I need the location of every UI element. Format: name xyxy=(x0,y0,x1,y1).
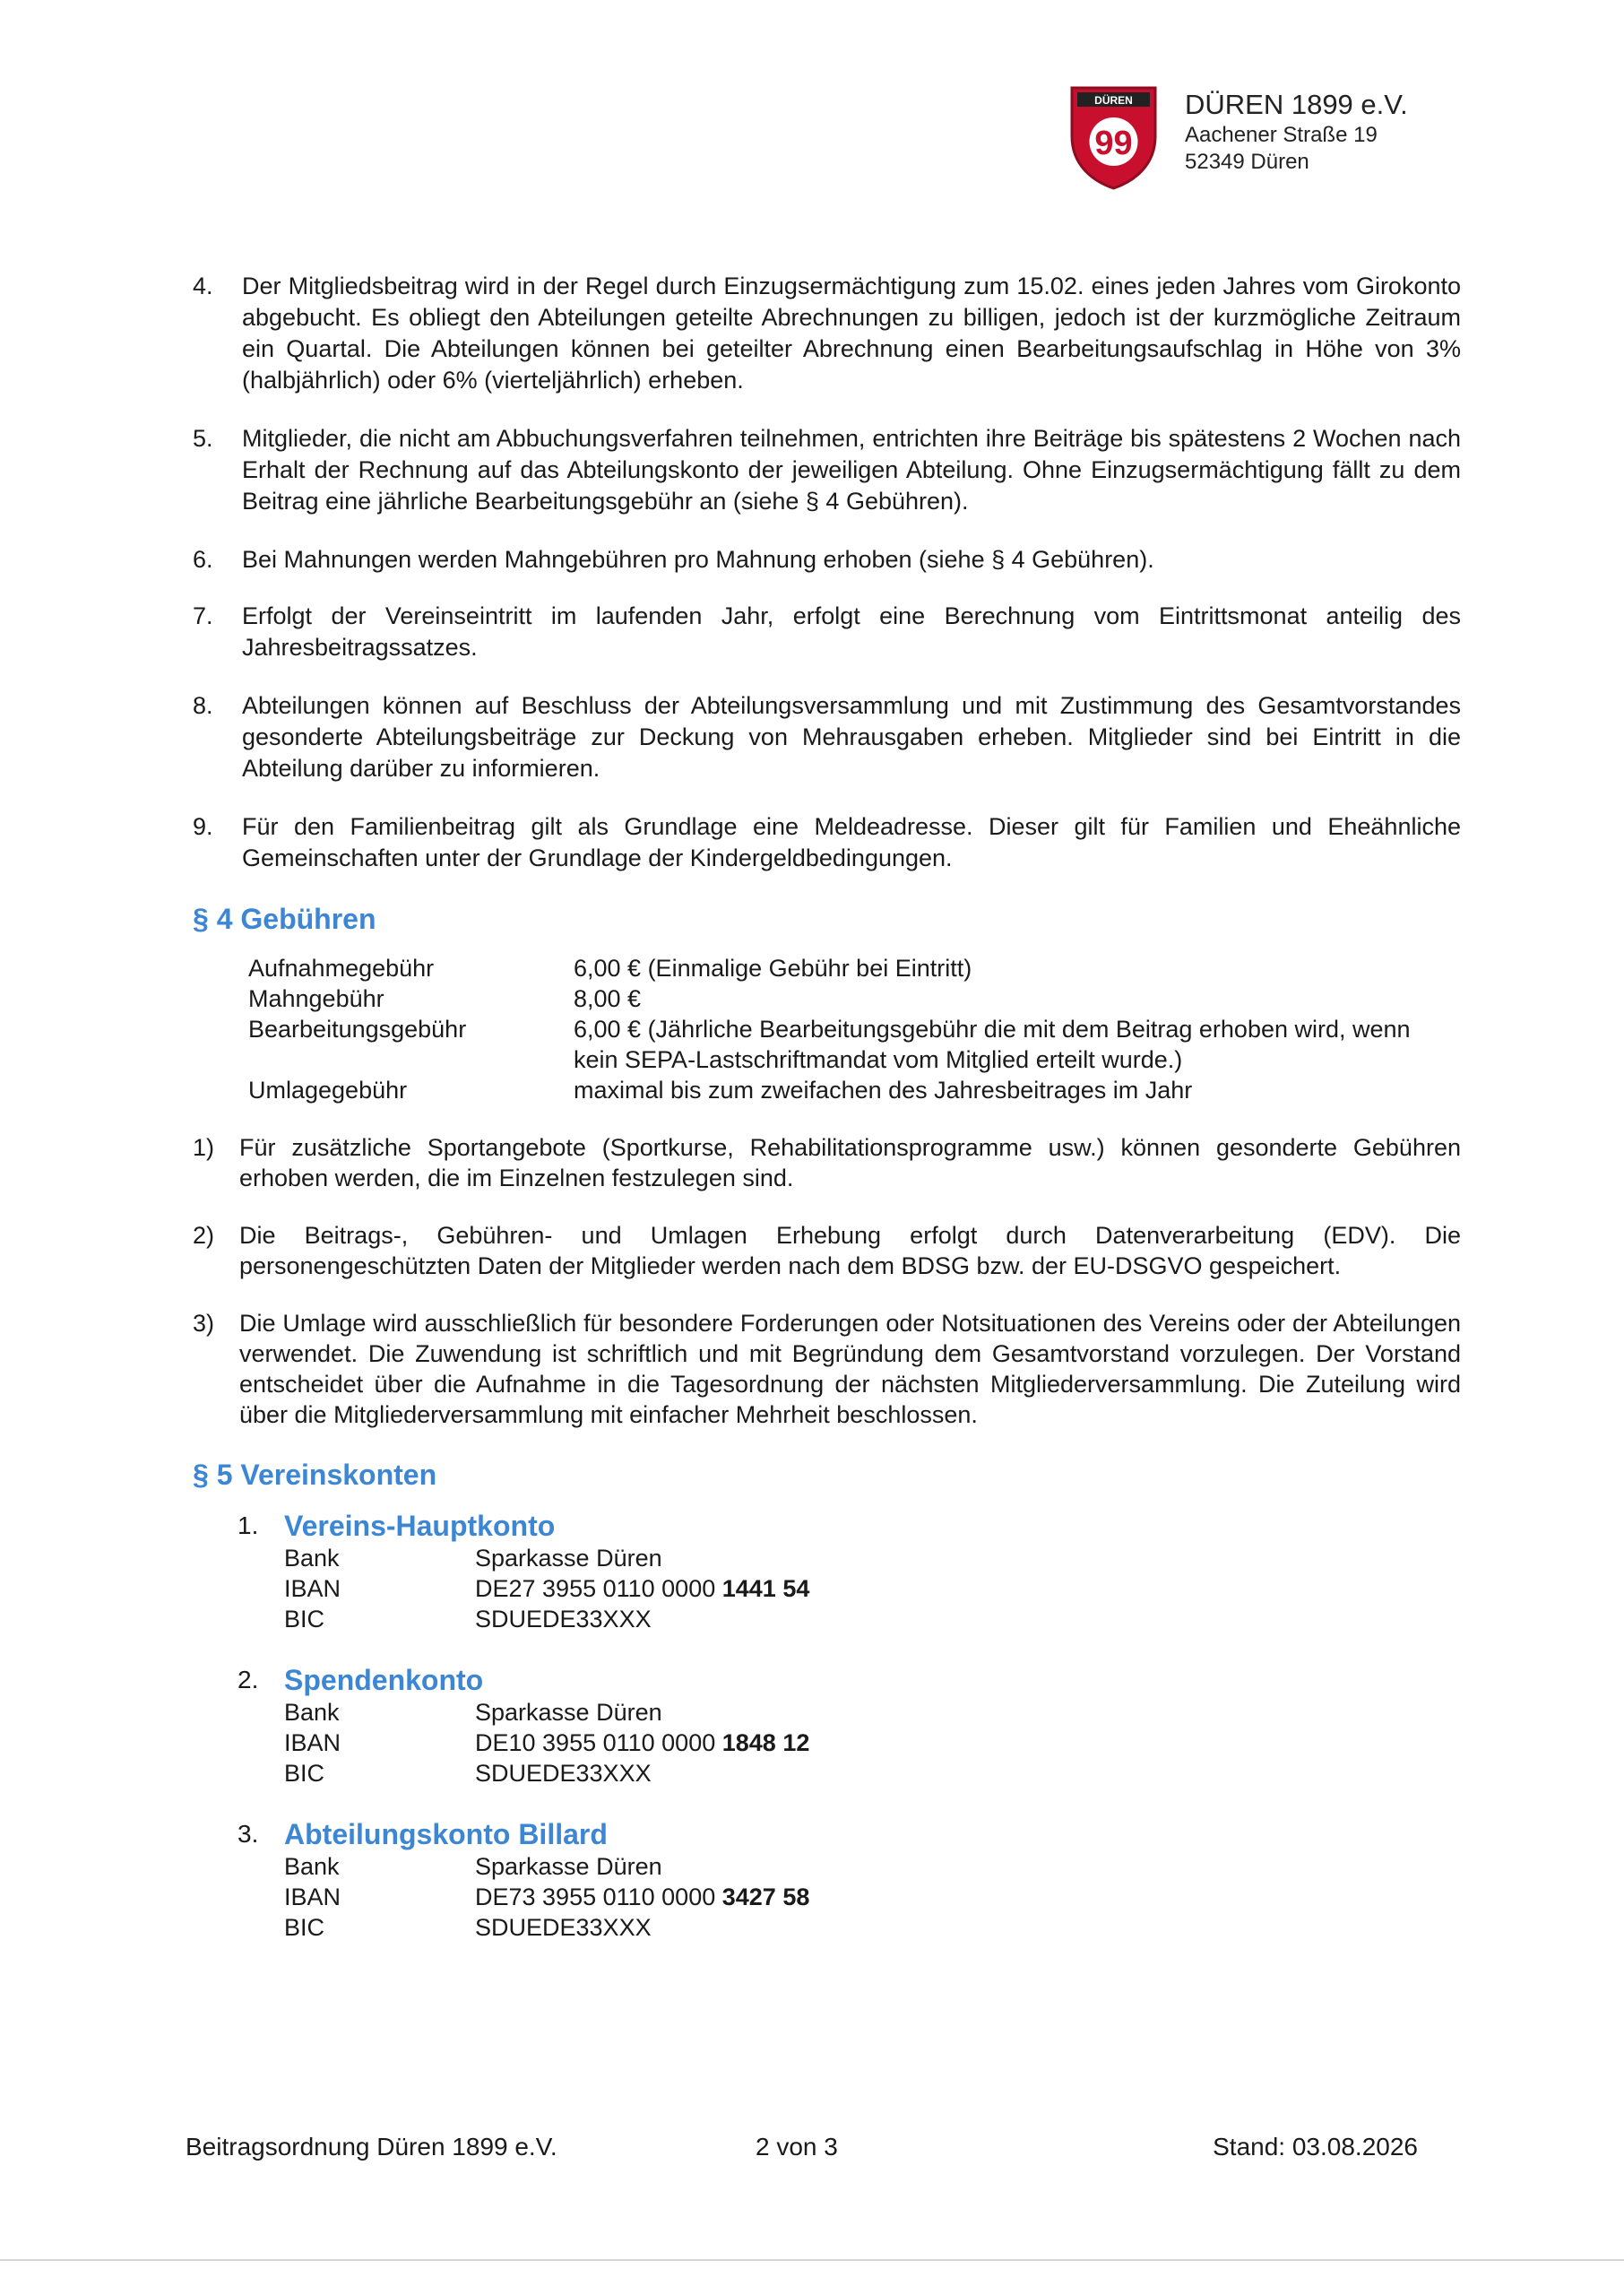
note-number: 3) xyxy=(193,1310,215,1337)
logo-text: DÜREN xyxy=(1094,94,1133,107)
list-item xyxy=(193,811,1461,874)
iban-prefix: DE27 3955 0110 0000 xyxy=(475,1575,716,1602)
bank-value: Sparkasse Düren xyxy=(475,1545,662,1572)
bank-label: Bank xyxy=(284,1545,340,1572)
item-text: Bei Mahnungen werden Mahngebühren pro Mahnung erhoben (siehe § 4 Gebühren). xyxy=(242,546,1154,573)
bic-value: SDUEDE33XXX xyxy=(475,1760,652,1787)
fee-label: Umlagegebühr xyxy=(248,1077,408,1104)
account-row xyxy=(238,1851,1461,1882)
fee-notes xyxy=(193,1132,1461,1430)
fee-row xyxy=(248,983,1461,1014)
account-row xyxy=(238,1543,1461,1573)
item-number: 5. xyxy=(193,425,213,452)
organization-name: DÜREN 1899 e.V. xyxy=(1185,89,1408,120)
logo-number: 99 xyxy=(1094,125,1133,162)
iban-suffix: 1848 12 xyxy=(721,1729,810,1756)
iban-value xyxy=(475,1573,809,1604)
section-heading-accounts: § 5 Vereinskonten xyxy=(193,1459,437,1491)
list-item xyxy=(193,271,1461,396)
organization-street: Aachener Straße 19 xyxy=(1185,123,1378,147)
footer-date: Stand: 03.08.2026 xyxy=(1213,2133,1418,2161)
fee-value: 6,00 € (Jährliche Bearbeitungsgebühr die mit dem Beitrag erhoben wird, wenn kein SEPA-Lastschriftmandat vom Mitglied erteilt wurde.) xyxy=(574,1016,1411,1073)
section-heading-fees: § 4 Gebühren xyxy=(193,903,376,935)
organization-city: 52349 Düren xyxy=(1185,150,1309,174)
item-number: 4. xyxy=(193,273,213,299)
item-text: Der Mitgliedsbeitrag wird in der Regel durch Einzugsermächtigung zum 15.02. eines jeden Jahres vom Girokonto abgebucht. Es obliegt den Abteilungen geteilte Abrechnungen zu billigen, jedoch ist der kurzmögliche Zeitraum ein Quartal. Die Abteilungen können bei geteilter Abrechnung einen Bearbeitungsaufschlag in Höhe von 3% (halbjährlich) oder 6% (vierteljährlich) erheben. xyxy=(242,273,1461,394)
bic-label: BIC xyxy=(284,1760,325,1787)
item-number: 7. xyxy=(193,602,213,629)
account-row xyxy=(238,1912,1461,1943)
fee-row xyxy=(248,1075,1461,1105)
account-row xyxy=(238,1697,1461,1728)
note-number: 1) xyxy=(193,1134,215,1161)
account-header xyxy=(238,1663,1461,1697)
account-number: 2. xyxy=(238,1666,259,1693)
account-row xyxy=(238,1728,1461,1758)
fee-row xyxy=(248,953,1461,983)
iban-suffix: 3427 58 xyxy=(721,1884,810,1910)
footer-page-number: 2 von 3 xyxy=(756,2133,838,2161)
account-row xyxy=(238,1758,1461,1788)
iban-value xyxy=(475,1728,809,1758)
list-item xyxy=(193,601,1461,663)
account-row xyxy=(238,1573,1461,1604)
bic-label: BIC xyxy=(284,1914,325,1941)
bic-label: BIC xyxy=(284,1606,325,1632)
bank-value: Sparkasse Düren xyxy=(475,1853,662,1880)
account-number: 1. xyxy=(238,1511,259,1539)
iban-prefix: DE73 3955 0110 0000 xyxy=(475,1884,716,1910)
item-text: Erfolgt der Vereinseintritt im laufenden Jahr, erfolgt eine Berechnung vom Eintrittsmonat anteilig des Jahresbeitragssatzes. xyxy=(242,602,1461,661)
note-text: Für zusätzliche Sportangebote (Sportkurse, Rehabilitationsprogramme usw.) können gesonderte Gebühren erhoben werden, die im Einzelnen festzulegen sind. xyxy=(239,1134,1461,1191)
bic-value: SDUEDE33XXX xyxy=(475,1606,652,1632)
account-block xyxy=(238,1509,1461,1634)
bank-value: Sparkasse Düren xyxy=(475,1699,662,1726)
fee-label: Bearbeitungsgebühr xyxy=(248,1016,467,1043)
note-text: Die Beitrags-, Gebühren- und Umlagen Erhebung erfolgt durch Datenverarbeitung (EDV). Die personengeschützten Daten der Mitglieder werden nach dem BDSG bzw. der EU-DSGVO gespeichert. xyxy=(239,1222,1461,1279)
document-body xyxy=(193,271,1461,1971)
bank-label: Bank xyxy=(284,1699,340,1726)
list-item xyxy=(193,690,1461,784)
account-title: Abteilungskonto Billard xyxy=(284,1818,608,1850)
bic-value: SDUEDE33XXX xyxy=(475,1914,652,1941)
iban-value xyxy=(475,1882,809,1912)
note-item xyxy=(193,1132,1461,1193)
fees-table xyxy=(248,953,1461,1105)
organization-address xyxy=(1185,88,1408,176)
account-block xyxy=(238,1817,1461,1943)
note-number: 2) xyxy=(193,1222,215,1249)
iban-label: IBAN xyxy=(284,1575,341,1602)
accounts-list xyxy=(238,1509,1461,1943)
account-row xyxy=(238,1604,1461,1634)
fee-value: 8,00 € xyxy=(574,985,642,1012)
item-text: Abteilungen können auf Beschluss der Abteilungsversammlung und mit Zustimmung des Gesamtvorstandes gesonderte Abteilungsbeiträge zur Deckung von Mehrausgaben erheben. Mitglieder sind bei Eintritt in die Abteilung darüber zu informieren. xyxy=(242,692,1461,782)
list-item xyxy=(193,544,1461,576)
iban-label: IBAN xyxy=(284,1884,341,1910)
account-title: Spendenkonto xyxy=(284,1664,484,1696)
account-header xyxy=(238,1509,1461,1543)
item-text: Mitglieder, die nicht am Abbuchungsverfahren teilnehmen, entrichten ihre Beiträge bis spätestens 2 Wochen nach Erhalt der Rechnung auf das Abteilungskonto der jeweiligen Abteilung. Ohne Einzugsermächtigung fällt zu dem Beitrag eine jährliche Bearbeitungsgebühr an (siehe § 4 Gebühren). xyxy=(242,425,1461,515)
account-row xyxy=(238,1882,1461,1912)
item-number: 6. xyxy=(193,546,213,573)
fee-value: 6,00 € (Einmalige Gebühr bei Eintritt) xyxy=(574,955,972,982)
footer-document-title: Beitragsordnung Düren 1899 e.V. xyxy=(186,2133,557,2161)
iban-prefix: DE10 3955 0110 0000 xyxy=(475,1729,716,1756)
fee-label: Mahngebühr xyxy=(248,985,384,1012)
account-number: 3. xyxy=(238,1820,259,1848)
fee-row xyxy=(248,1014,1461,1075)
bank-label: Bank xyxy=(284,1853,340,1880)
item-number: 8. xyxy=(193,692,213,719)
list-item xyxy=(193,423,1461,517)
note-item xyxy=(193,1308,1461,1430)
iban-label: IBAN xyxy=(284,1729,341,1756)
item-number: 9. xyxy=(193,813,213,840)
fee-value: maximal bis zum zweifachen des Jahresbeitrages im Jahr xyxy=(574,1077,1193,1104)
club-logo xyxy=(1067,82,1161,190)
account-block xyxy=(238,1663,1461,1788)
note-item xyxy=(193,1220,1461,1281)
iban-suffix: 1441 54 xyxy=(721,1575,810,1602)
account-title: Vereins-Hauptkonto xyxy=(284,1510,556,1542)
page-bottom-divider xyxy=(0,2259,1624,2261)
note-text: Die Umlage wird ausschließlich für besondere Forderungen oder Notsituationen des Vereins oder der Abteilungen verwendet. Die Zuwendung ist schriftlich und mit Begründung dem Gesamtvorstand vorzulegen. Der Vorstand entscheidet über die Aufnahme in die Tagesordnung der nächsten Mitgliederversammlung. Die Zuteilung wird über die Mitgliederversammlung mit einfacher Mehrheit beschlossen. xyxy=(239,1310,1461,1428)
fee-label: Aufnahmegebühr xyxy=(248,955,435,982)
account-header xyxy=(238,1817,1461,1851)
item-text: Für den Familienbeitrag gilt als Grundlage eine Meldeadresse. Dieser gilt für Familien und Eheähnliche Gemeinschaften unter der Grundlage der Kindergeldbedingungen. xyxy=(242,813,1461,871)
